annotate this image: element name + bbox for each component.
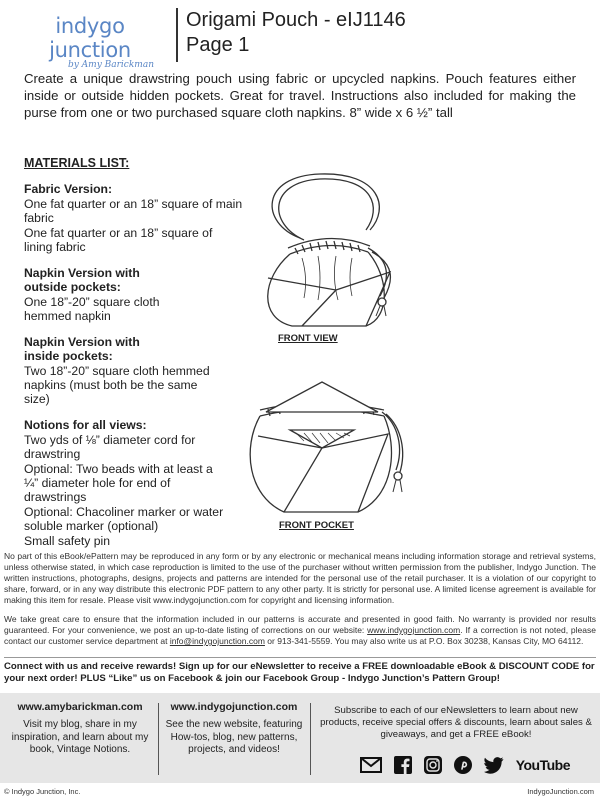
logo-byline: by Amy Barickman: [67, 60, 154, 70]
materials-item: Optional: Two beads with at least a ¼” diameter hole for end of drawstrings: [24, 462, 213, 504]
footer-copyright: © Indygo Junction, Inc.: [4, 787, 81, 796]
materials-section-notions: [24, 418, 244, 548]
materials-list: [24, 156, 244, 560]
materials-section-fabric: [24, 182, 244, 254]
twitter-icon[interactable]: [484, 757, 504, 774]
section-divider: [4, 657, 596, 658]
website-link[interactable]: www.indygojunction.com: [367, 625, 461, 635]
title-line-1: Origami Pouch - eIJ1146: [186, 9, 406, 31]
materials-heading: Notions for all views:: [24, 418, 147, 432]
footer-col-subscribe: [318, 705, 594, 741]
facebook-icon[interactable]: [394, 756, 412, 774]
indygo-site-link[interactable]: www.indygojunction.com: [170, 701, 298, 713]
materials-item: Optional: Chacoliner marker or water soluble marker (optional): [24, 505, 224, 533]
warranty-notice: [4, 614, 596, 647]
social-icons: [360, 753, 570, 777]
subscribe-text: Subscribe to each of our eNewsletters to learn about new products, receive special offers & discounts, learn about sales & giveaways, and get a FREE eBook!: [320, 705, 592, 740]
footer-site: IndygoJunction.com: [527, 787, 594, 796]
amy-site-text: Visit my blog, share in my inspiration, and learn about my book, Vintage Notions.: [11, 719, 149, 755]
materials-section-napkin-inside: [24, 335, 244, 406]
logo-wordmark: indygo junction: [49, 14, 131, 62]
materials-heading: Fabric Version:: [24, 182, 113, 196]
title-line-2: Page 1: [186, 34, 250, 56]
front-pocket-caption: FRONT POCKET: [279, 520, 354, 531]
materials-heading: Napkin Version with outside pockets:: [24, 266, 140, 294]
instagram-icon[interactable]: [424, 756, 442, 774]
copyright-notice: No part of this eBook/ePattern may be reproduced in any form or by any electronic or mechanical means including information storage and retrieval systems, unless otherwise stated, in which case reproduction is limited to the use of the purchaser without written permission from the publisher, Indygo Junction. The written instructions, photographs, designs, projects and patterns are intended for the personal use of the retail purchaser. It is a violation of our copyright to share, forward, or in any way distribute this electronic PDF pattern to any other party. It is strictly for personal use. A limited license agreement is available for making this item for resale. Please visit www.indygojunction.com for copyright and licensing information.: [4, 551, 596, 605]
materials-item: One fat quarter or an 18” square of main fabric: [24, 197, 243, 225]
warranty-text-a: We take great care to ensure that the information included in our patterns is accurate and presented in good faith. No warranty is provided nor results guaranteed. For your convenience, we post an up-to-date listing of corrections on our website:: [4, 614, 596, 635]
materials-item: One fat quarter or an 18” square of lining fabric: [24, 226, 213, 254]
materials-section-napkin-outside: [24, 266, 244, 323]
email-link[interactable]: info@indygojunction.com: [169, 636, 265, 646]
pinterest-icon[interactable]: [454, 756, 472, 774]
front-view-caption: FRONT VIEW: [278, 333, 338, 344]
materials-heading: Napkin Version with inside pockets:: [24, 335, 140, 363]
footer-panel: [0, 693, 600, 783]
materials-item: One 18”-20” square cloth hemmed napkin: [24, 295, 160, 323]
page-title: [186, 8, 406, 58]
footer-divider: [158, 703, 159, 775]
front-view-illustration: [240, 168, 400, 330]
footer-col-indygo: [164, 701, 304, 757]
warranty-text-b: . If a correction is not noted, please contact our customer service department at: [4, 625, 596, 646]
email-icon[interactable]: [360, 757, 382, 773]
footer-col-amy: [8, 701, 152, 757]
logo: [20, 14, 160, 70]
warranty-text-c: or 913-341-5559. You may also write us at P.O. Box 30238, Kansas City, MO 64112.: [264, 636, 584, 646]
materials-title: MATERIALS LIST:: [24, 156, 130, 170]
amy-site-link[interactable]: www.amybarickman.com: [17, 701, 143, 713]
youtube-icon[interactable]: [516, 757, 570, 773]
connect-banner: Connect with us and receive rewards! Sign up for our eNewsletter to receive a FREE downloadable eBook & DISCOUNT CODE for your next order! PLUS “Like” us on Facebook & join our Facebook Group - Indygo Junction’s Pattern Group!: [4, 661, 595, 684]
intro-paragraph: Create a unique drawstring pouch using fabric or upcycled napkins. Pouch features either inside or outside hidden pockets. Great for travel. Instructions also included for making the purse from one or two purchased square cloth napkins. 8” wide x 6 ½” tall: [24, 71, 576, 120]
materials-item: Two yds of ⅛” diameter cord for drawstring: [24, 433, 196, 461]
indygo-site-text: See the new website, featuring How-tos, blog, new patterns, projects, and videos!: [165, 719, 303, 755]
youtube-label: YouTube: [515, 757, 570, 773]
materials-item: Two 18”-20” square cloth hemmed napkins (must both be the same size): [24, 364, 210, 406]
materials-item: Small safety pin: [24, 534, 111, 548]
footer-divider: [310, 703, 311, 775]
header-divider: [176, 8, 178, 62]
front-pocket-illustration: [238, 378, 406, 518]
